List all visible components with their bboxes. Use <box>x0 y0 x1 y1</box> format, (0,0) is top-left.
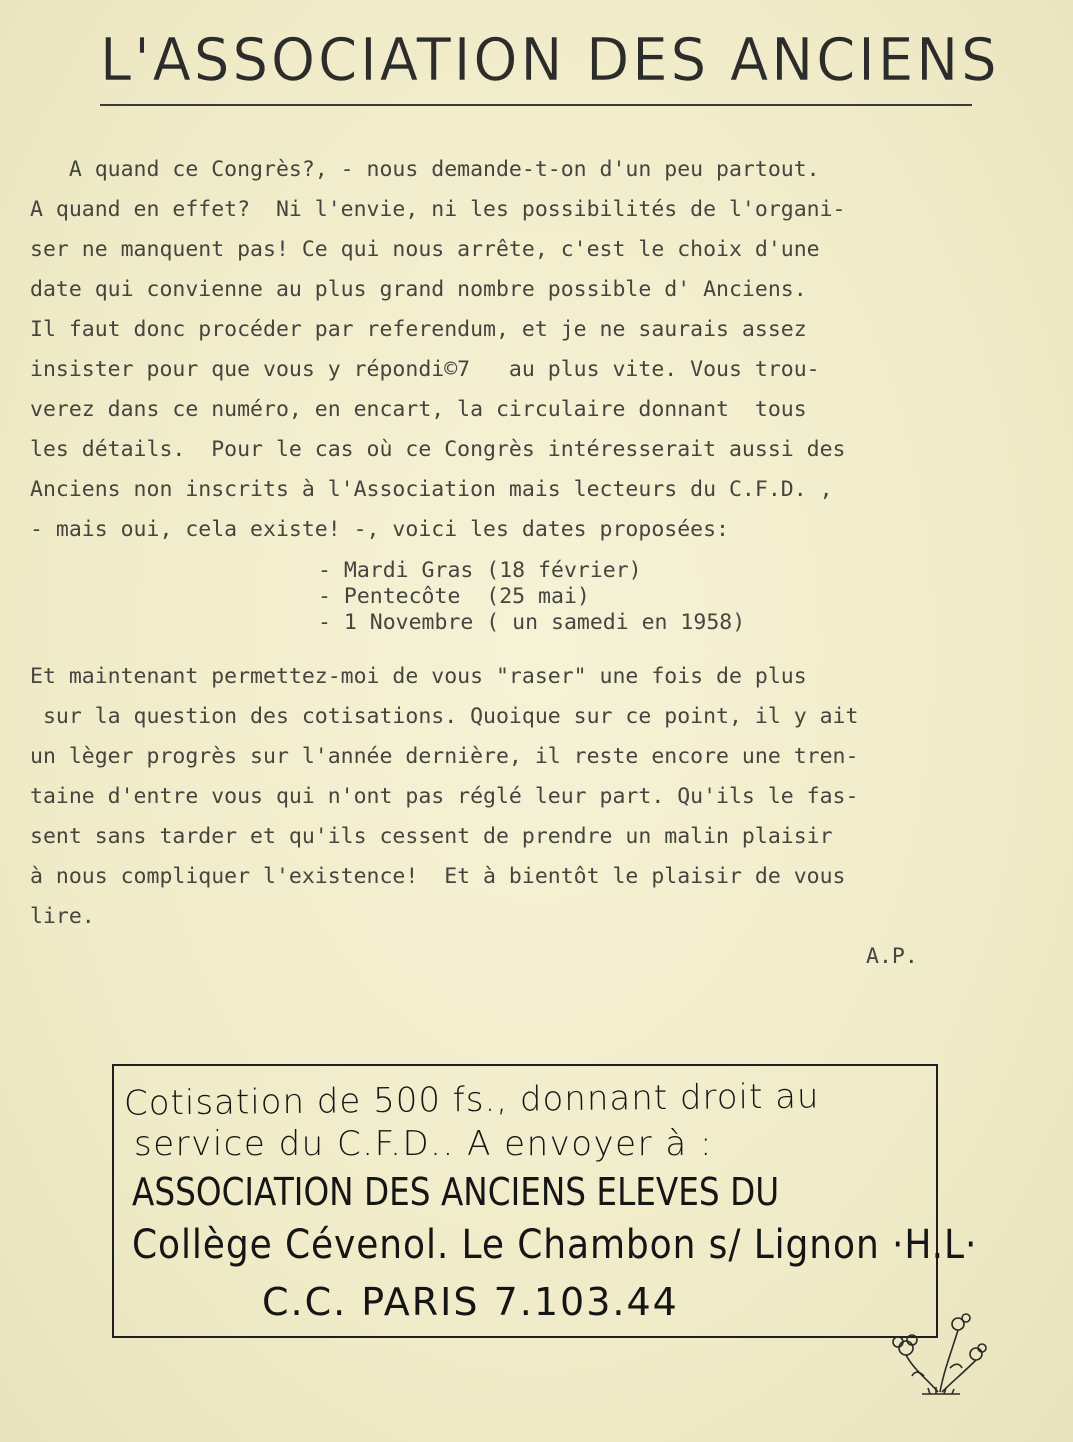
subscription-line: C.C. PARIS 7.103.44 <box>262 1280 679 1324</box>
proposed-dates-list <box>318 558 918 636</box>
text-line: date qui convienne au plus grand nombre possible d' Anciens. <box>30 277 807 302</box>
page-title: L'ASSOCIATION DES ANCIENS <box>100 26 1000 95</box>
paragraph-cotisations <box>30 657 1020 937</box>
text-line: - mais oui, cela existe! -, voici les dates proposées: <box>30 517 729 542</box>
signature-initials: A.P. <box>866 944 918 969</box>
subscription-line: Collège Cévenol. Le Chambon s/ Lignon ·H.L· <box>132 1222 978 1268</box>
title-underline <box>100 104 972 106</box>
text-line: à nous compliquer l'existence! Et à bientôt le plaisir de vous <box>30 864 846 889</box>
text-line: Et maintenant permettez-moi de vous "raser" une fois de plus <box>30 664 807 689</box>
flower-doodle-icon <box>884 1310 994 1400</box>
subscription-line: Cotisation de 500 fs., donnant droit au <box>123 1076 820 1124</box>
paragraph-congres <box>30 150 1020 550</box>
text-line: un lèger progrès sur l'année dernière, il reste encore une tren- <box>30 744 859 769</box>
text-line: les détails. Pour le cas où ce Congrès intéresserait aussi des <box>30 437 846 462</box>
text-line: ser ne manquent pas! Ce qui nous arrête, c'est le choix d'une <box>30 237 820 262</box>
subscription-line: ASSOCIATION DES ANCIENS ELEVES DU <box>132 1170 780 1214</box>
text-line: sur la question des cotisations. Quoique sur ce point, il y ait <box>30 704 859 729</box>
text-line: sent sans tarder et qu'ils cessent de prendre un malin plaisir <box>30 824 833 849</box>
text-line: taine d'entre vous qui n'ont pas réglé leur part. Qu'ils le fas- <box>30 784 859 809</box>
text-line: insister pour que vous y répondi©7 au plus vite. Vous trou- <box>30 357 820 382</box>
text-line: verez dans ce numéro, en encart, la circulaire donnant tous <box>30 397 807 422</box>
text-line: A quand en effet? Ni l'envie, ni les possibilités de l'organi- <box>30 197 846 222</box>
date-item: - Mardi Gras (18 février) <box>318 558 642 583</box>
text-line: lire. <box>30 904 95 929</box>
date-item: - Pentecôte (25 mai) <box>318 584 590 609</box>
text-line: A quand ce Congrès?, - nous demande-t-on d'un peu partout. <box>30 157 820 182</box>
text-line: Anciens non inscrits à l'Association mais lecteurs du C.F.D. , <box>30 477 833 502</box>
text-line: Il faut donc procéder par referendum, et je ne saurais assez <box>30 317 807 342</box>
subscription-line: service du C.F.D.. A envoyer à : <box>134 1124 713 1164</box>
date-item: - 1 Novembre ( un samedi en 1958) <box>318 610 746 635</box>
